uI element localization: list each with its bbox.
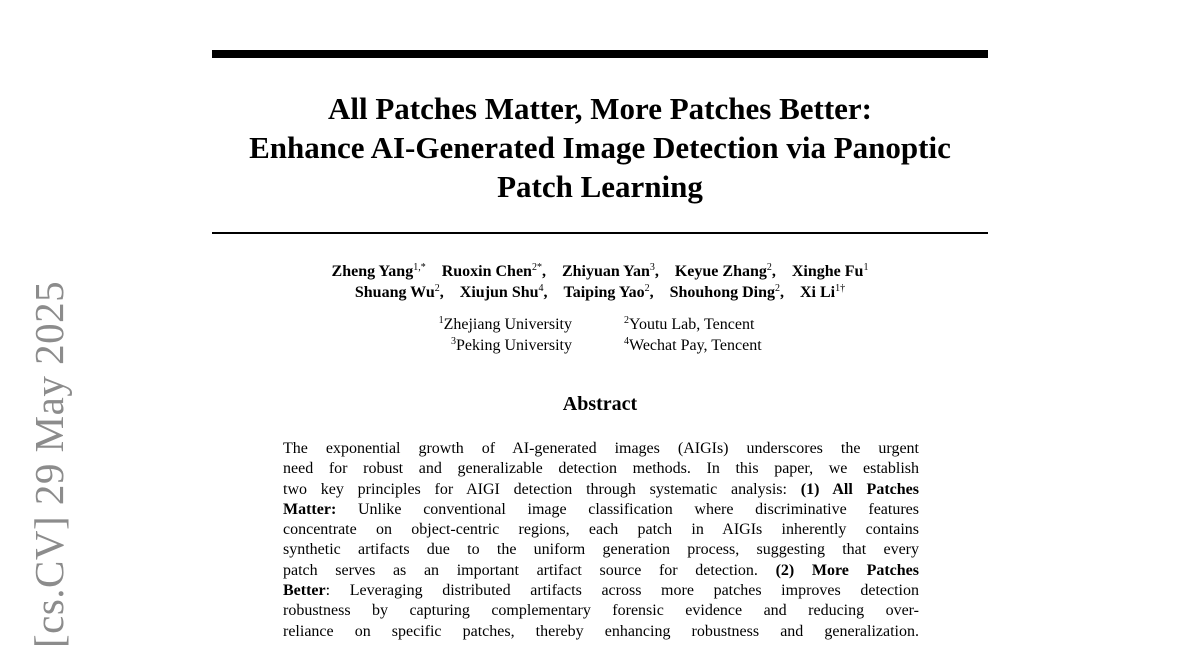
author: Keyue Zhang$^2$, [674, 262, 776, 280]
abstract-bold-text: Matter: [283, 500, 337, 518]
abstract-text: synthetic artifacts due to the uniform generation process, suggesting that every [283, 541, 919, 559]
title-line: Patch Learning [497, 169, 703, 204]
author: Xi $Li^{1\dagger}$ [799, 283, 846, 301]
author: Shouhong Ding$^2$, [669, 283, 784, 301]
affiliation-list [200, 314, 1000, 356]
abstract-line [283, 622, 919, 642]
affiliation: $^3$Peking University [451, 336, 572, 354]
author-line [200, 261, 1000, 282]
abstract-line [283, 439, 919, 459]
abstract-line [283, 601, 919, 621]
abstract-line [283, 480, 919, 500]
abstract-heading: Abstract [562, 393, 638, 415]
arxiv-side-stamp: [cs.CV] 29 May 2025 [26, 280, 72, 648]
abstract-bold-text: Better [283, 582, 326, 600]
author: Shuang Wu$^2$, [354, 283, 444, 301]
abstract-line [283, 500, 919, 520]
abstract-line [283, 459, 919, 479]
abstract-text: concentrate on object-centric regions, each patch in AIGIs inherently contains [283, 521, 919, 539]
paper-title [200, 89, 1000, 206]
author: Ruoxin Chen$^{2*}$, [441, 262, 546, 280]
affiliation: $^4$Wechat Pay, Tencent [624, 336, 762, 354]
abstract-bold-text: (1) All Patches [800, 480, 919, 498]
author: Zhiyuan Yan$^3$, [561, 262, 659, 280]
abstract-text: Unlike conventional image classification where discriminative features [336, 500, 919, 518]
abstract-text: patch serves as an important artifact source for detection. [283, 561, 776, 579]
abstract-bold-text: (2) More Patches [775, 561, 920, 579]
author: Taiping Yao$^2$, [563, 283, 654, 301]
author-line [200, 282, 1000, 303]
title-bottom-rule [212, 232, 988, 234]
author: Xiujun Shu$^4$, [459, 283, 548, 301]
abstract-text: reliance on specific patches, thereby enhancing robustness and generalization. [283, 622, 919, 640]
abstract-line [283, 540, 919, 560]
title-line: All Patches Matter, More Patches Better: [328, 91, 872, 126]
abstract-text: robustness by capturing complementary forensic evidence and reducing over- [283, 602, 919, 620]
title-line: Enhance AI-Generated Image Detection via Panoptic [249, 130, 951, 165]
abstract-text: : Leveraging distributed artifacts across more patches improves detection [325, 582, 919, 600]
abstract-text: The exponential growth of AI-generated images (AIGIs) underscores the urgent [283, 440, 919, 457]
author-list [200, 261, 1000, 303]
affiliation: $^2$Youtu Lab, Tencent [624, 315, 755, 333]
abstract-text: need for robust and generalizable detection methods. In this paper, we establish [283, 460, 919, 478]
affiliation-row [200, 314, 1000, 335]
abstract-line [283, 520, 919, 540]
abstract-line [283, 581, 919, 601]
abstract-line [283, 561, 919, 581]
author: Zheng Yang$^{1,*}$ [331, 262, 426, 280]
author: Xinghe Fu$^1$ [791, 262, 869, 280]
abstract-body [283, 439, 919, 642]
abstract-text: two key principles for AIGI detection through systematic analysis: [283, 480, 801, 498]
affiliation-row [200, 335, 1000, 356]
affiliation: $^1$Zhejiang University [438, 315, 572, 333]
top-rule [212, 50, 988, 58]
